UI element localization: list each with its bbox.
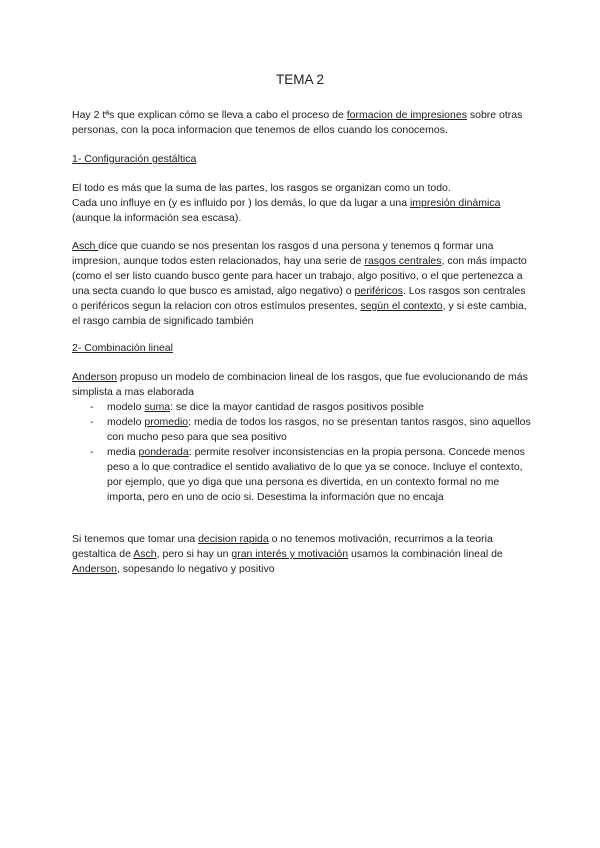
term-segun-el-contexto: según el contexto (360, 300, 443, 312)
list-item: - modelo suma: se dice la mayor cantidad de rasgos positivos posible (72, 400, 532, 415)
document-title: TEMA 2 (275, 72, 324, 87)
section2-heading-text: 2- Combinación lineal (72, 342, 173, 354)
section1-paragraph1 (72, 181, 532, 226)
asch-text-2: , con más impacto (como el ser listo cuando busco gente para hacer un trabajo, algo positivo, o el que pertenezca a una secta cuando lo que busco es amistad, algo negativo) o (72, 255, 527, 297)
section1-heading (72, 152, 532, 167)
section1-line1: El todo es más que la suma de las partes, los rasgos se organizan como un todo. (72, 182, 451, 194)
model-list (72, 400, 532, 505)
term-suma: suma (144, 401, 171, 413)
intro-text-end: sobre otras personas, con la poca informacion que tenemos de ellos cuando los conocemos. (72, 109, 523, 136)
term-asch-2: Asch (133, 548, 157, 560)
intro-paragraph (72, 108, 532, 138)
term-gran-interes: gran interés y motivación (231, 548, 349, 560)
term-promedio: promedio (144, 416, 189, 428)
section1-term-impresion-dinamica: impresión dinámica (409, 197, 501, 209)
term-asch: Asch (72, 240, 99, 252)
term-decision-rapida: decision rapida (198, 533, 269, 545)
section1-heading-text: 1- Configuración gestáltica (72, 153, 197, 165)
term-ponderada: ponderada (138, 446, 189, 458)
intro-underlined-term: formacion de impresiones (346, 109, 467, 121)
section1-p2-text-end: (aunque la información sea escasa). (72, 212, 242, 224)
intro-text: Hay 2 tªs que explican cómo se lleva a cabo el proceso de (72, 109, 347, 121)
asch-text-3: . Los rasgos son centrales o periféricos segun la relacion con otros estímulos presentes, (72, 285, 526, 312)
term-anderson-2: Anderson (72, 563, 117, 575)
term-anderson: Anderson (72, 371, 117, 383)
section2-paragraph (72, 370, 532, 505)
list-item: - media ponderada: permite resolver inconsistencias en la propia persona. Concede menos peso a lo que contradice el sentido avaliativo de lo que ya se conoce. Incluye el contexto, por ejemplo, que yo diga que una persona es divertida, en un contexto formal no me importa, pero en uno de ocio si. Desestima la información que no encaja (72, 445, 532, 505)
section1-paragraph-asch (72, 239, 532, 329)
asch-text-4: , y si este cambia, el rasgo cambia de significado también (72, 300, 527, 327)
term-perifericos: periféricos (354, 285, 403, 297)
section2-heading (72, 341, 532, 356)
conclusion-paragraph: Si tenemos que tomar una decision rapida o no tenemos motivación, recurrimos a la teoria gestaltica de Asch, pero si hay un gran interés y motivación usamos la combinación lineal de Anderson, sopesando lo negativo y positivo (72, 533, 503, 575)
section1-p2-text: Cada uno influye en (y es influido por ) los demás, lo que da lugar a una (72, 197, 410, 209)
anderson-text: propuso un modelo de combinacion lineal de los rasgos, que fue evolucionando de más simplista a mas elaborada (72, 371, 528, 398)
list-item: - modelo promedio: media de todos los rasgos, no se presentan tantos rasgos, sino aquellos con mucho peso para que sea positivo (72, 415, 532, 445)
term-rasgos-centrales: rasgos centrales (364, 255, 442, 267)
asch-text-1: dice que cuando se nos presentan los rasgos d una persona y tenemos q formar una impresion, aunque todos esten relacionados, hay una serie de (72, 240, 494, 267)
